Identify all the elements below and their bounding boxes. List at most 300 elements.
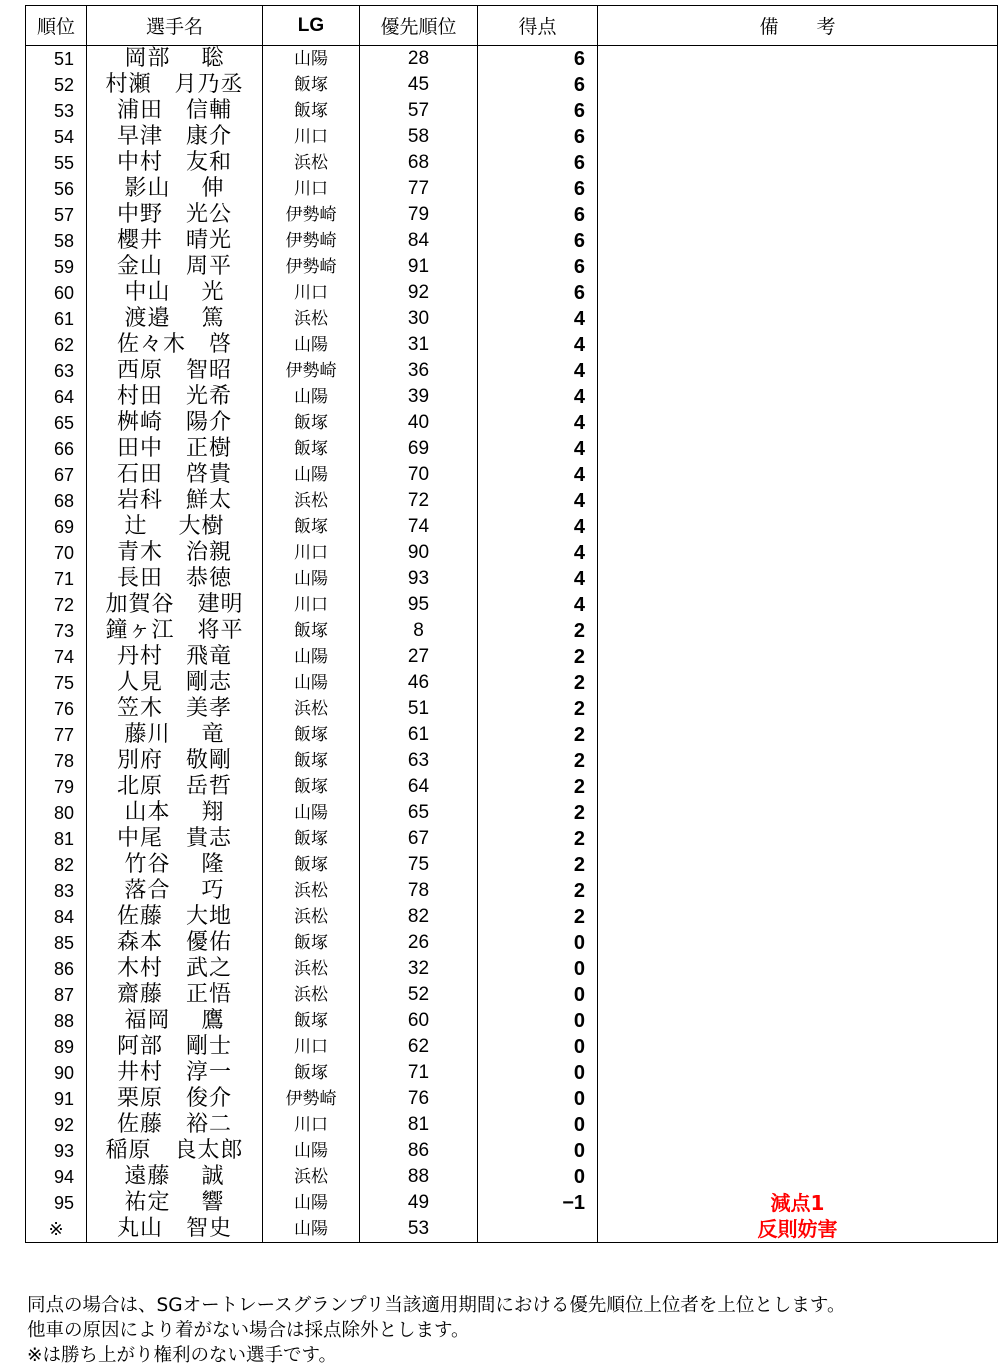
table-row	[26, 540, 998, 566]
score-cell: 2	[478, 878, 598, 904]
ranking-table	[25, 5, 998, 1243]
remark-cell	[598, 332, 998, 358]
priority-cell: 27	[360, 644, 478, 670]
score-cell: −1	[478, 1190, 598, 1216]
remark-cell	[598, 592, 998, 618]
rank-cell: 66	[26, 436, 87, 462]
table-row	[26, 566, 998, 592]
score-cell: 4	[478, 332, 598, 358]
rank-cell: 95	[26, 1190, 87, 1216]
lg-cell: 伊勢崎	[263, 202, 360, 228]
lg-cell: 山陽	[263, 384, 360, 410]
name-cell: 落合 巧	[87, 878, 263, 904]
rank-cell: 64	[26, 384, 87, 410]
lg-cell: 飯塚	[263, 722, 360, 748]
score-cell: 6	[478, 280, 598, 306]
remark-cell	[598, 748, 998, 774]
lg-cell: 山陽	[263, 332, 360, 358]
priority-cell: 51	[360, 696, 478, 722]
remark-cell	[598, 150, 998, 176]
rank-cell: 59	[26, 254, 87, 280]
table-row	[26, 1190, 998, 1216]
rank-cell: 92	[26, 1112, 87, 1138]
remark-cell	[598, 436, 998, 462]
rank-cell: 91	[26, 1086, 87, 1112]
remark-cell	[598, 826, 998, 852]
name-cell: 中野 光公	[87, 202, 263, 228]
rank-cell: ※	[26, 1216, 87, 1243]
remark-cell: 反則妨害	[598, 1216, 998, 1243]
score-cell: 6	[478, 124, 598, 150]
priority-cell: 70	[360, 462, 478, 488]
score-cell: 0	[478, 956, 598, 982]
lg-cell: 川口	[263, 540, 360, 566]
table-row	[26, 852, 998, 878]
name-cell: 福岡 鷹	[87, 1008, 263, 1034]
score-cell: 4	[478, 410, 598, 436]
score-cell: 4	[478, 358, 598, 384]
rank-cell: 52	[26, 72, 87, 98]
name-cell: 村瀬 月乃丞	[87, 72, 263, 98]
rank-cell: 60	[26, 280, 87, 306]
priority-cell: 28	[360, 46, 478, 73]
lg-cell: 浜松	[263, 696, 360, 722]
score-cell: 6	[478, 98, 598, 124]
remark-cell	[598, 696, 998, 722]
note-tiebreak: 同点の場合は、SGオートレースグランプリ当該適用期間における優先順位上位者を上位とします。	[27, 1295, 846, 1316]
lg-cell: 飯塚	[263, 514, 360, 540]
priority-cell: 77	[360, 176, 478, 202]
score-cell: 2	[478, 800, 598, 826]
priority-cell: 36	[360, 358, 478, 384]
priority-cell: 93	[360, 566, 478, 592]
rank-cell: 84	[26, 904, 87, 930]
priority-cell: 90	[360, 540, 478, 566]
score-cell: 2	[478, 748, 598, 774]
name-cell: 村田 光希	[87, 384, 263, 410]
name-cell: 岩科 鮮太	[87, 488, 263, 514]
rank-cell: 70	[26, 540, 87, 566]
lg-cell: 川口	[263, 1034, 360, 1060]
score-cell: 6	[478, 72, 598, 98]
remark-cell: 減点1	[598, 1190, 998, 1216]
score-cell: 4	[478, 488, 598, 514]
name-cell: 笠木 美孝	[87, 696, 263, 722]
priority-cell: 88	[360, 1164, 478, 1190]
name-cell: 渡邉 篤	[87, 306, 263, 332]
name-cell: 祐定 響	[87, 1190, 263, 1216]
score-cell: 0	[478, 1138, 598, 1164]
lg-cell: 浜松	[263, 1164, 360, 1190]
rank-cell: 78	[26, 748, 87, 774]
table-row	[26, 722, 998, 748]
table-row	[26, 462, 998, 488]
rank-cell: 67	[26, 462, 87, 488]
remark-cell	[598, 618, 998, 644]
table-row	[26, 1034, 998, 1060]
lg-cell: 川口	[263, 124, 360, 150]
table-row	[26, 1008, 998, 1034]
priority-cell: 30	[360, 306, 478, 332]
table-row	[26, 228, 998, 254]
score-cell: 6	[478, 202, 598, 228]
remark-cell	[598, 1112, 998, 1138]
remark-cell	[598, 514, 998, 540]
score-cell: 0	[478, 1008, 598, 1034]
score-cell: 6	[478, 228, 598, 254]
name-cell: 佐藤 大地	[87, 904, 263, 930]
rank-cell: 82	[26, 852, 87, 878]
lg-cell: 山陽	[263, 1216, 360, 1243]
name-cell: 栗原 俊介	[87, 1086, 263, 1112]
remark-cell	[598, 930, 998, 956]
rank-cell: 58	[26, 228, 87, 254]
lg-cell: 浜松	[263, 904, 360, 930]
priority-cell: 52	[360, 982, 478, 1008]
remark-cell	[598, 254, 998, 280]
table-row	[26, 1216, 998, 1243]
priority-cell: 65	[360, 800, 478, 826]
name-cell: 藤川 竜	[87, 722, 263, 748]
lg-cell: 飯塚	[263, 410, 360, 436]
lg-cell: 川口	[263, 176, 360, 202]
priority-cell: 8	[360, 618, 478, 644]
lg-cell: 浜松	[263, 488, 360, 514]
rank-cell: 53	[26, 98, 87, 124]
lg-cell: 浜松	[263, 878, 360, 904]
remark-cell	[598, 410, 998, 436]
priority-cell: 82	[360, 904, 478, 930]
priority-cell: 81	[360, 1112, 478, 1138]
name-cell: 森本 優佑	[87, 930, 263, 956]
rank-cell: 77	[26, 722, 87, 748]
header-row	[26, 6, 998, 46]
remark-cell	[598, 852, 998, 878]
table-row	[26, 202, 998, 228]
priority-cell: 86	[360, 1138, 478, 1164]
name-cell: 阿部 剛士	[87, 1034, 263, 1060]
priority-cell: 45	[360, 72, 478, 98]
rank-cell: 73	[26, 618, 87, 644]
priority-cell: 68	[360, 150, 478, 176]
rank-cell: 62	[26, 332, 87, 358]
score-cell	[478, 1216, 598, 1243]
table-row	[26, 488, 998, 514]
name-cell: 西原 智昭	[87, 358, 263, 384]
table-row	[26, 124, 998, 150]
rank-cell: 75	[26, 670, 87, 696]
remark-cell	[598, 98, 998, 124]
remark-cell	[598, 878, 998, 904]
table-row	[26, 1086, 998, 1112]
lg-cell: 川口	[263, 280, 360, 306]
name-cell: 青木 治親	[87, 540, 263, 566]
lg-cell: 飯塚	[263, 774, 360, 800]
rank-cell: 56	[26, 176, 87, 202]
remark-cell	[598, 46, 998, 73]
name-cell: 辻 大樹	[87, 514, 263, 540]
priority-cell: 62	[360, 1034, 478, 1060]
lg-cell: 飯塚	[263, 930, 360, 956]
remark-cell	[598, 202, 998, 228]
header-score: 得点	[478, 6, 598, 46]
priority-cell: 61	[360, 722, 478, 748]
rank-cell: 86	[26, 956, 87, 982]
name-cell: 鐘ヶ江 将平	[87, 618, 263, 644]
table-row	[26, 644, 998, 670]
remark-cell	[598, 956, 998, 982]
table-row	[26, 774, 998, 800]
remark-cell	[598, 306, 998, 332]
remark-cell	[598, 982, 998, 1008]
name-cell: 井村 淳一	[87, 1060, 263, 1086]
table-row	[26, 410, 998, 436]
table-row	[26, 1112, 998, 1138]
note-exclusion: 他車の原因により着がない場合は採点除外とします。	[27, 1320, 470, 1341]
remark-cell	[598, 800, 998, 826]
name-cell: 中村 友和	[87, 150, 263, 176]
table-row	[26, 956, 998, 982]
remark-cell	[598, 488, 998, 514]
rank-cell: 87	[26, 982, 87, 1008]
rank-cell: 85	[26, 930, 87, 956]
remark-cell	[598, 1060, 998, 1086]
header-lg: LG	[263, 6, 360, 46]
priority-cell: 78	[360, 878, 478, 904]
name-cell: 竹谷 隆	[87, 852, 263, 878]
remark-cell	[598, 670, 998, 696]
score-cell: 4	[478, 462, 598, 488]
remark-cell	[598, 774, 998, 800]
rank-cell: 89	[26, 1034, 87, 1060]
score-cell: 4	[478, 514, 598, 540]
remark-cell	[598, 644, 998, 670]
remark-cell	[598, 358, 998, 384]
rank-cell: 79	[26, 774, 87, 800]
rank-cell: 63	[26, 358, 87, 384]
table-row	[26, 384, 998, 410]
name-cell: 木村 武之	[87, 956, 263, 982]
rank-cell: 81	[26, 826, 87, 852]
priority-cell: 39	[360, 384, 478, 410]
lg-cell: 飯塚	[263, 852, 360, 878]
name-cell: 加賀谷 建明	[87, 592, 263, 618]
score-cell: 2	[478, 696, 598, 722]
header-priority: 優先順位	[360, 6, 478, 46]
table-row	[26, 982, 998, 1008]
priority-cell: 63	[360, 748, 478, 774]
lg-cell: 伊勢崎	[263, 254, 360, 280]
lg-cell: 山陽	[263, 1138, 360, 1164]
score-cell: 2	[478, 826, 598, 852]
score-cell: 2	[478, 670, 598, 696]
remark-cell	[598, 280, 998, 306]
name-cell: 齋藤 正悟	[87, 982, 263, 1008]
lg-cell: 伊勢崎	[263, 1086, 360, 1112]
name-cell: 浦田 信輔	[87, 98, 263, 124]
lg-cell: 飯塚	[263, 826, 360, 852]
priority-cell: 31	[360, 332, 478, 358]
score-cell: 4	[478, 566, 598, 592]
name-cell: 石田 啓貴	[87, 462, 263, 488]
name-cell: 佐々木 啓	[87, 332, 263, 358]
table-row	[26, 150, 998, 176]
remark-cell	[598, 228, 998, 254]
name-cell: 桝崎 陽介	[87, 410, 263, 436]
rank-cell: 76	[26, 696, 87, 722]
rank-cell: 80	[26, 800, 87, 826]
score-cell: 4	[478, 384, 598, 410]
priority-cell: 46	[360, 670, 478, 696]
name-cell: 櫻井 晴光	[87, 228, 263, 254]
rank-cell: 94	[26, 1164, 87, 1190]
remark-cell	[598, 462, 998, 488]
lg-cell: 山陽	[263, 800, 360, 826]
name-cell: 長田 恭徳	[87, 566, 263, 592]
table-row	[26, 826, 998, 852]
rank-cell: 71	[26, 566, 87, 592]
score-cell: 0	[478, 1060, 598, 1086]
table-row	[26, 46, 998, 73]
name-cell: 丸山 智史	[87, 1216, 263, 1243]
remark-cell	[598, 1138, 998, 1164]
priority-cell: 32	[360, 956, 478, 982]
lg-cell: 浜松	[263, 150, 360, 176]
table-row	[26, 592, 998, 618]
score-cell: 2	[478, 722, 598, 748]
results-sheet	[25, 5, 997, 1243]
note-mark: ※は勝ち上がり権利のない選手です。	[27, 1345, 338, 1366]
remark-cell	[598, 904, 998, 930]
score-cell: 2	[478, 774, 598, 800]
score-cell: 0	[478, 1112, 598, 1138]
score-cell: 0	[478, 1086, 598, 1112]
score-cell: 0	[478, 982, 598, 1008]
rank-cell: 51	[26, 46, 87, 73]
header-remarks: 備 考	[598, 6, 998, 46]
lg-cell: 山陽	[263, 462, 360, 488]
remark-cell	[598, 72, 998, 98]
priority-cell: 72	[360, 488, 478, 514]
score-cell: 6	[478, 176, 598, 202]
name-cell: 別府 敬剛	[87, 748, 263, 774]
score-cell: 6	[478, 46, 598, 73]
table-row	[26, 800, 998, 826]
name-cell: 北原 岳哲	[87, 774, 263, 800]
table-row	[26, 436, 998, 462]
name-cell: 田中 正樹	[87, 436, 263, 462]
priority-cell: 74	[360, 514, 478, 540]
score-cell: 6	[478, 150, 598, 176]
priority-cell: 26	[360, 930, 478, 956]
rank-cell: 83	[26, 878, 87, 904]
table-row	[26, 904, 998, 930]
table-row	[26, 332, 998, 358]
name-cell: 丹村 飛竜	[87, 644, 263, 670]
table-row	[26, 878, 998, 904]
lg-cell: 山陽	[263, 46, 360, 73]
priority-cell: 57	[360, 98, 478, 124]
name-cell: 稲原 良太郎	[87, 1138, 263, 1164]
rank-cell: 74	[26, 644, 87, 670]
priority-cell: 84	[360, 228, 478, 254]
name-cell: 中山 光	[87, 280, 263, 306]
table-row	[26, 696, 998, 722]
remark-cell	[598, 540, 998, 566]
rank-cell: 72	[26, 592, 87, 618]
lg-cell: 伊勢崎	[263, 228, 360, 254]
table-body	[26, 46, 998, 1243]
name-cell: 遠藤 誠	[87, 1164, 263, 1190]
score-cell: 2	[478, 618, 598, 644]
table-row	[26, 1138, 998, 1164]
table-row	[26, 1164, 998, 1190]
lg-cell: 山陽	[263, 670, 360, 696]
priority-cell: 79	[360, 202, 478, 228]
remark-cell	[598, 1164, 998, 1190]
table-row	[26, 618, 998, 644]
table-row	[26, 670, 998, 696]
score-cell: 0	[478, 930, 598, 956]
remark-cell	[598, 1034, 998, 1060]
score-cell: 0	[478, 1164, 598, 1190]
priority-cell: 91	[360, 254, 478, 280]
remark-cell	[598, 1086, 998, 1112]
lg-cell: 浜松	[263, 982, 360, 1008]
priority-cell: 69	[360, 436, 478, 462]
score-cell: 2	[478, 852, 598, 878]
table-row	[26, 748, 998, 774]
remark-cell	[598, 384, 998, 410]
lg-cell: 飯塚	[263, 1060, 360, 1086]
table-row	[26, 98, 998, 124]
priority-cell: 92	[360, 280, 478, 306]
priority-cell: 64	[360, 774, 478, 800]
score-cell: 4	[478, 540, 598, 566]
name-cell: 人見 剛志	[87, 670, 263, 696]
name-cell: 中尾 貴志	[87, 826, 263, 852]
rank-cell: 90	[26, 1060, 87, 1086]
lg-cell: 山陽	[263, 566, 360, 592]
score-cell: 2	[478, 904, 598, 930]
lg-cell: 飯塚	[263, 72, 360, 98]
priority-cell: 40	[360, 410, 478, 436]
lg-cell: 飯塚	[263, 748, 360, 774]
name-cell: 影山 伸	[87, 176, 263, 202]
priority-cell: 58	[360, 124, 478, 150]
priority-cell: 95	[360, 592, 478, 618]
lg-cell: 川口	[263, 1112, 360, 1138]
table-row	[26, 176, 998, 202]
table-row	[26, 72, 998, 98]
remark-cell	[598, 124, 998, 150]
table-row	[26, 930, 998, 956]
rank-cell: 93	[26, 1138, 87, 1164]
lg-cell: 山陽	[263, 644, 360, 670]
rank-cell: 54	[26, 124, 87, 150]
lg-cell: 浜松	[263, 306, 360, 332]
lg-cell: 浜松	[263, 956, 360, 982]
name-cell: 佐藤 裕二	[87, 1112, 263, 1138]
remark-cell	[598, 722, 998, 748]
table-row	[26, 358, 998, 384]
priority-cell: 60	[360, 1008, 478, 1034]
header-name: 選手名	[87, 6, 263, 46]
score-cell: 4	[478, 306, 598, 332]
rank-cell: 57	[26, 202, 87, 228]
name-cell: 早津 康介	[87, 124, 263, 150]
priority-cell: 71	[360, 1060, 478, 1086]
